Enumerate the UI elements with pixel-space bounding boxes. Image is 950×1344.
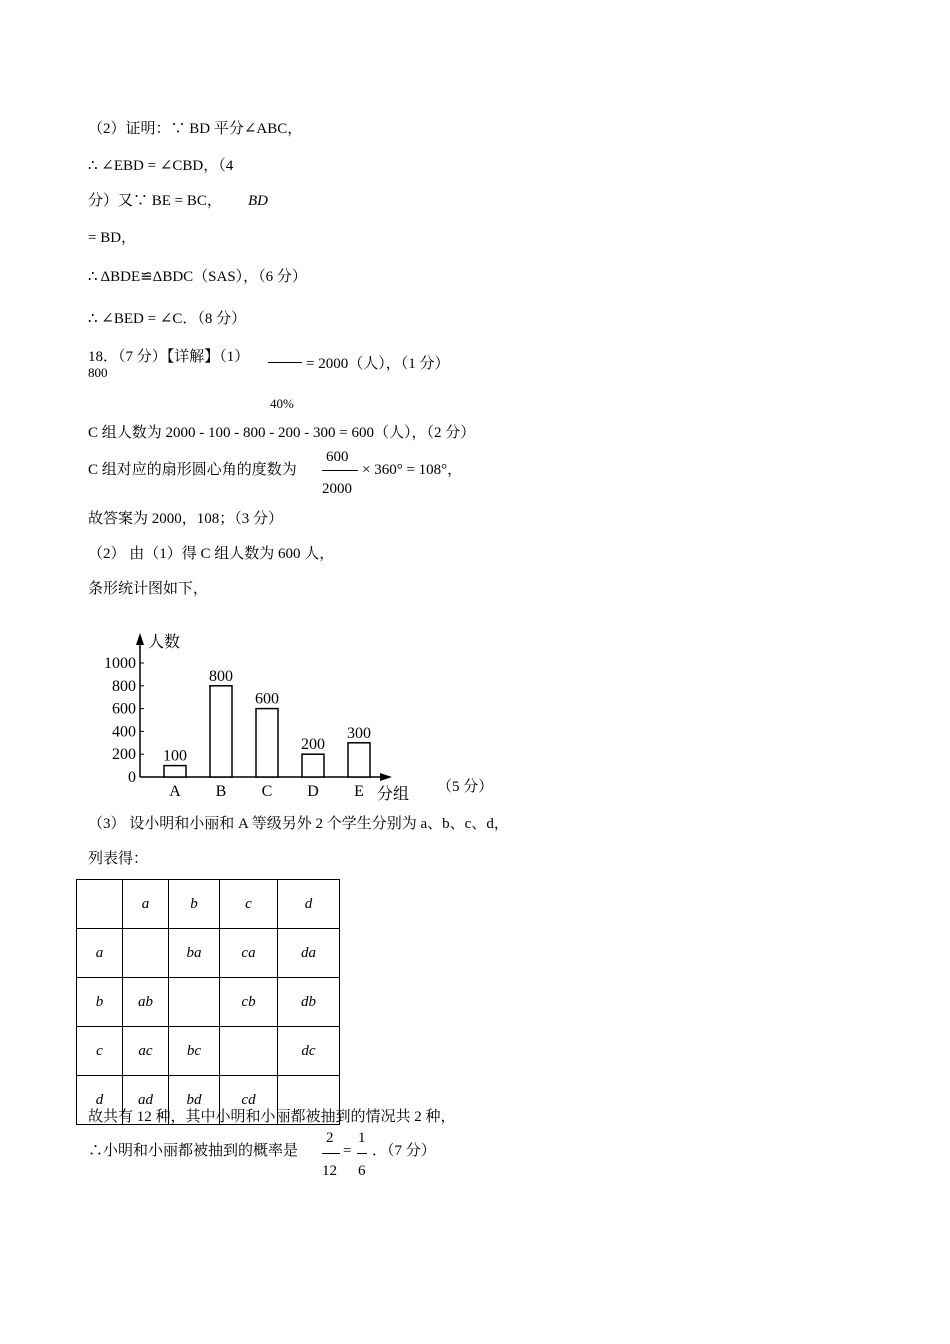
table-cell: ad [123,1076,169,1125]
y-tick-label: 1000 [104,655,136,672]
table-row [77,978,340,1027]
data-label-D: 200 [301,736,325,754]
bar-C [256,709,278,777]
q18-angle-suffix: × 360° = 108°， [362,462,463,478]
data-label-C: 600 [255,690,279,708]
table-header-row [77,880,340,929]
score-5: （5 分） [437,779,494,795]
table-cell: bc [169,1027,220,1076]
table-cell: a [77,929,123,978]
proof-line-4: = BD， [88,230,137,246]
prob-numerator-1: 2 [326,1130,334,1146]
q18-total: 故共有 12 种，其中小明和小丽都被抽到的情况共 2 种， [88,1109,456,1125]
table-cell: dc [278,1027,340,1076]
q18-fraction-bar [268,362,302,363]
q18-angle-fraction-bar [322,470,358,471]
table-cell: c [77,1027,123,1076]
table-cell: ab [123,978,169,1027]
y-tick-label: 0 [128,769,136,786]
table-cell: b [77,978,123,1027]
proof-line-3a: 分）又∵ BE = BC， [88,193,222,209]
prob-denominator-2: 6 [358,1163,366,1179]
proof-line-5: ∴ ΔBDE≌ΔBDC（SAS），（6 分） [88,269,307,285]
table-cell: ac [123,1027,169,1076]
prob-fraction-bar-2 [357,1153,367,1154]
table-cell: ca [220,929,278,978]
q18-list-intro: 列表得： [88,851,149,867]
q18-prob-prefix: ∴小明和小丽都被抽到的概率是 [88,1143,299,1159]
data-label-B: 800 [209,667,233,685]
proof-line-1: （2）证明：∵ BD 平分∠ABC， [88,121,303,137]
q18-head: 18．（7 分）【详解】（1） [88,349,250,365]
bar-chart [95,625,415,810]
table-cell: bd [169,1076,220,1125]
q18-answer: 故答案为 2000，108；（3 分） [88,511,284,527]
table-row [77,1027,340,1076]
category-label-B: B [215,783,227,800]
table-cell [77,880,123,929]
proof-line-2: ∴ ∠EBD = ∠CBD，（4 [88,158,234,174]
x-axis-label: 分组 [377,786,410,803]
q18-eq-2000: = 2000（人），（1 分） [306,356,450,372]
table-cell [169,978,220,1027]
category-label-A: A [169,783,181,800]
data-label-A: 100 [163,747,187,765]
y-tick-label: 400 [112,723,136,741]
x-axis-arrow [380,773,392,781]
q18-denominator-40: 40% [270,396,294,411]
prob-equals: = [343,1143,352,1159]
q18-numerator-800: 800 [88,365,108,380]
prob-fraction-bar-1 [322,1153,340,1154]
outcome-table [76,879,340,1125]
category-label-D: D [307,783,319,800]
q18-angle-numerator: 600 [326,449,349,465]
category-label-E: E [354,783,364,800]
table-cell: da [278,929,340,978]
q18-part2: （2） 由（1）得 C 组人数为 600 人， [88,546,335,562]
table-cell: c [220,880,278,929]
y-axis-label: 人数 [148,634,181,651]
proof-line-6: ∴ ∠BED = ∠C．（8 分） [88,311,247,327]
bar-B [210,686,232,777]
proof-line-3b: BD [248,193,268,209]
table-row [77,929,340,978]
category-label-C: C [261,783,273,800]
y-tick-label: 600 [112,700,136,718]
y-tick-label: 200 [112,746,136,764]
bar-D [302,754,324,777]
table-cell: d [278,880,340,929]
prob-denominator-1: 12 [322,1163,337,1179]
bar-E [348,743,370,777]
table-cell: d [77,1076,123,1125]
table-cell: cd [220,1076,278,1125]
table-cell: cb [220,978,278,1027]
table-cell: db [278,978,340,1027]
y-axis-arrow [136,633,144,645]
q18-angle-prefix: C 组对应的扇形圆心角的度数为 [88,462,297,478]
table-cell: a [123,880,169,929]
q18-c-count: C 组人数为 2000 - 100 - 800 - 200 - 300 = 600（人），（2 分） [88,425,476,441]
q18-bar-intro: 条形统计图如下， [88,581,209,597]
y-tick-label: 800 [112,677,136,695]
table-cell [123,929,169,978]
table-cell [220,1027,278,1076]
data-label-E: 300 [347,724,371,742]
prob-numerator-2: 1 [358,1130,366,1146]
table-cell: ba [169,929,220,978]
q18-prob-suffix: ．（7 分） [372,1143,436,1159]
q18-part3: （3） 设小明和小丽和 A 等级另外 2 个学生分别为 a、b、c、d， [88,816,509,832]
bar-A [164,766,186,777]
q18-angle-denominator: 2000 [322,481,352,497]
table-cell: b [169,880,220,929]
